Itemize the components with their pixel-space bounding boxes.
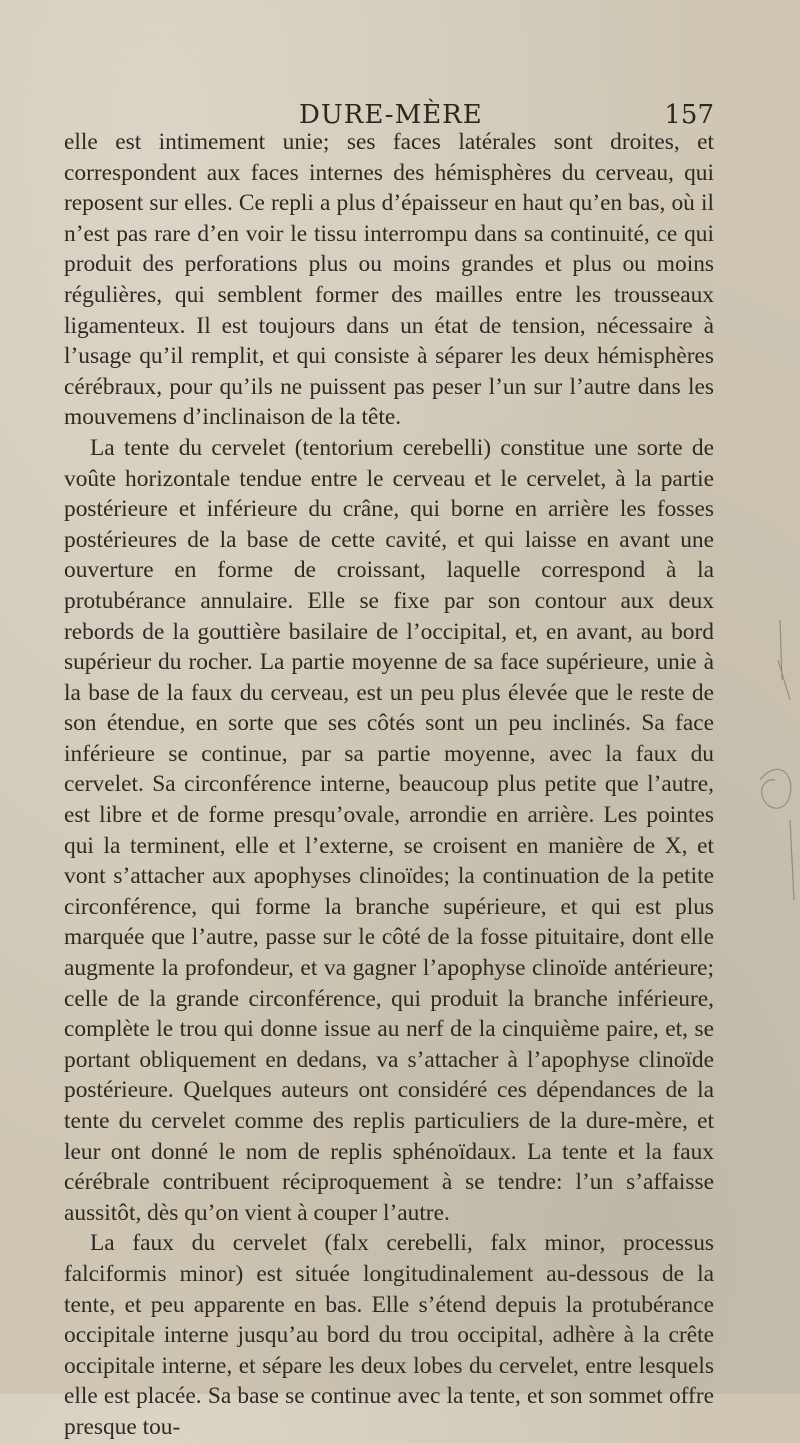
page-number: 157 bbox=[664, 100, 714, 130]
margin-pencil-sketch bbox=[720, 620, 800, 920]
body-text bbox=[64, 127, 714, 1443]
paragraph-tentorium-cerebelli: La tente du cervelet (tentorium cerebelli) constitue une sorte de voûte horizontale tendue entre le cerveau et le cervelet, à la partie postérieure et inférieure du crâne, qui borne en arrière les fosses postérieures de la base de cette cavité, et qui laisse en avant une ouverture en forme de croissant, laquelle correspond à la protubérance annulaire. Elle se fixe par son contour aux deux rebords de la gouttière basilaire de l’occipital, et, en avant, au bord supérieur du rocher. La partie moyenne de sa face supérieure, unie à la base de la faux du cerveau, est un peu plus élevée que le reste de son étendue, en sorte que ses côtés sont un peu inclinés. Sa face inférieure se continue, par sa partie moyenne, avec la faux du cervelet. Sa circonférence interne, beaucoup plus petite que l’autre, est libre et de forme presqu’ovale, arrondie en arrière. Les pointes qui la terminent, elle et l’externe, se croisent en manière de X, et vont s’attacher aux apophyses clinoïdes; la continuation de la petite circonférence, qui forme la branche supérieure, et qui est plus marquée que l’autre, passe sur le côté de la fosse pituitaire, dont elle augmente la profondeur, et va gagner l’apophyse clinoïde antérieure; celle de la grande circonférence, qui produit la branche inférieure, complète le trou qui donne issue au nerf de la cinquième paire, et, se portant obliquement en dedans, va s’attacher à l’apophyse clinoïde postérieure. Quelques auteurs ont considéré ces dépendances de la tente du cervelet comme des replis particuliers de la dure-mère, et leur ont donné le nom de replis sphénoïdaux. La tente et la faux cérébrale contribuent réciproquement à se tendre: l’un s’affaisse aussitôt, dès qu’on vient à couper l’autre. bbox=[64, 434, 714, 1226]
paragraph-falx-cerebelli: La faux du cervelet (falx cerebelli, falx minor, processus falciformis minor) est située longitudinalement au-dessous de la tente, et peu apparente en bas. Elle s’étend depuis la protubérance occipitale interne jusqu’au bord du trou occipital, adhère à la crête occipitale interne, et sépare les deux lobes du cervelet, entre lesquels elle est placée. Sa base se continue avec la tente, et son sommet offre presque tou- bbox=[64, 1230, 714, 1440]
paragraph-falx-cerebri-continued: elle est intimement unie; ses faces latérales sont droites, et correspondent aux faces internes des hémisphères du cerveau, qui reposent sur elles. Ce repli a plus d’épaisseur en haut qu’en bas, où il n’est pas rare d’en voir le tissu interrompu dans sa continuité, ce qui produit des perforations plus ou moins grandes et plus ou moins régulières, qui semblent former des mailles entre les trousseaux ligamenteux. Il est toujours dans un état de tension, nécessaire à l’usage qu’il remplit, et qui consiste à séparer les deux hémisphères cérébraux, pour qu’ils ne puissent pas peser l’un sur l’autre dans les mouvemens d’inclinaison de la tête. bbox=[64, 129, 714, 431]
running-title: DURE-MÈRE bbox=[299, 100, 483, 130]
